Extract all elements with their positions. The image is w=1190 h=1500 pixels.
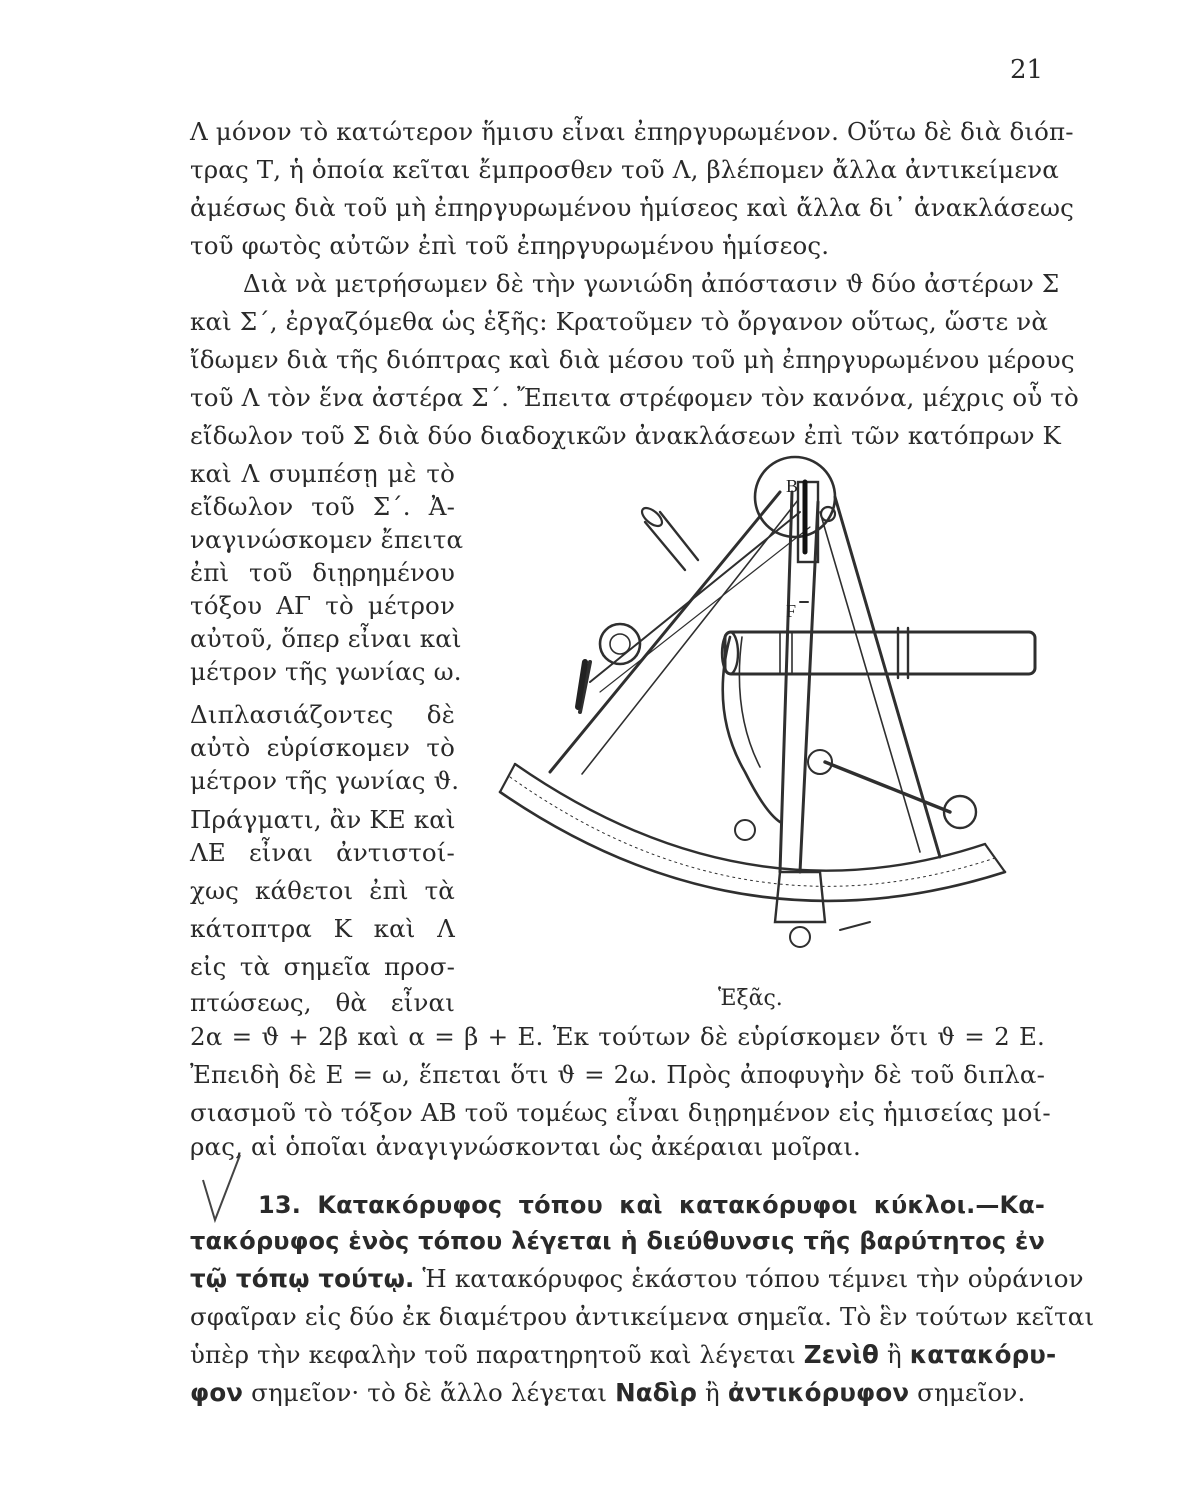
text-run: Ἡ κατακόρυφος ἑκάστου τόπου τέμνει τὴν οὐράνιον [414, 1264, 1084, 1293]
text-line: ἴδωμεν διὰ τῆς διόπτρας καὶ διὰ μέσου τοῦ μὴ ἐπηργυρωμένου μέρους [190, 345, 1075, 374]
term-nadir: Ναδὶρ [615, 1378, 698, 1407]
section-heading-cont: τακόρυφος ἑνὸς τόπου λέγεται ἡ διεύθυνσις τῆς βαρύτητος ἐν [190, 1227, 1045, 1255]
shade-tube [645, 512, 698, 570]
text-line: Διπλασιάζοντες δὲ [190, 700, 455, 729]
text-line: κάτοπτρα Κ καὶ Λ [190, 914, 455, 943]
text-run: σημεῖον. [909, 1378, 1026, 1407]
figure-label-f: F [786, 601, 797, 621]
text-line: καὶ Σ΄, ἐργαζόμεθα ὡς ἑξῆς: Κρατοῦμεν τὸ ὄργανον οὕτως, ὥστε νὰ [190, 307, 1049, 336]
text-line: Λ μόνον τὸ κατώτερον ἥμισυ εἶναι ἐπηργυρωμένον. Οὕτω δὲ διὰ διόπ- [190, 117, 1074, 146]
text-line: Πράγματι, ἂν ΚΕ καὶ [190, 805, 456, 834]
page-number: 21 [1010, 55, 1044, 85]
frame-brace [590, 512, 800, 682]
index-mirror [755, 457, 835, 537]
text-line [190, 1340, 1057, 1370]
arc-left-end [500, 764, 515, 792]
vernier-clamp [775, 872, 825, 922]
text-line: 2α = ϑ + 2β καὶ α = β + Ε. Ἐκ τούτων δὲ εὑρίσκομεν ὅτι ϑ = 2 Ε. [190, 1022, 1045, 1051]
term-zenith-alt-cont: φον [190, 1378, 244, 1407]
text-line: καὶ Λ συμπέσῃ μὲ τὸ [190, 459, 455, 488]
text-line: χως κάθετοι ἐπὶ τὰ [190, 876, 455, 905]
term-zenith: Ζενὶθ [803, 1340, 880, 1369]
text-line: Διὰ νὰ μετρήσωμεν δὲ τὴν γωνιώδη ἀπόστασιν ϑ δύο ἀστέρων Σ [243, 269, 1060, 298]
text-line: τόξου ΑΓ τὸ μέτρον [190, 591, 455, 620]
handle [723, 637, 780, 822]
arc-outer-edge [500, 792, 1005, 901]
check-mark [195, 1150, 245, 1225]
text-line: ἀμέσως διὰ τοῦ μὴ ἐπηργυρωμένου ἡμίσεος καὶ ἄλλα δι᾽ ἀνακλάσεως [190, 193, 1075, 222]
text-line: σιασμοῦ τὸ τόξον ΑΒ τοῦ τομέως εἶναι διῃρημένον εἰς ἡμισείας μοί- [190, 1098, 1051, 1127]
figure-caption: Ἑξᾶς. [718, 986, 783, 1011]
text-line: σφαῖραν εἰς δύο ἐκ διαμέτρου ἀντικείμενα σημεῖα. Τὸ ἓν τούτων κεῖται [190, 1302, 1095, 1331]
text-line: εἴδωλον τοῦ Σ΄. Ἀ- [190, 492, 455, 521]
tangent-screw [825, 762, 950, 812]
term-zenith-alt: κατακόρυ- [909, 1340, 1057, 1369]
text-line: μέτρον τῆς γωνίας ω. [190, 657, 462, 686]
text-line: τοῦ φωτὸς αὐτῶν ἐπὶ τοῦ ἐπηργυρωμένου ἡμίσεος. [190, 231, 830, 260]
definition-term: τῷ τόπῳ τούτῳ. [190, 1264, 415, 1293]
text-line: τρας Τ, ἡ ὁποία κεῖται ἔμπροσθεν τοῦ Λ, βλέπομεν ἄλλα ἀντικείμενα [190, 155, 1059, 184]
text-line: ΛΕ εἶναι ἀντιστοί- [190, 838, 455, 867]
text-run: σημεῖον· τὸ δὲ ἄλλο λέγεται [243, 1378, 616, 1407]
text-run: ὑπὲρ τὴν κεφαλὴν τοῦ παρατηρητοῦ καὶ λέγεται [190, 1340, 804, 1369]
text-line: ρας, αἱ ὁποῖαι ἀναγιγνώσκονται ὡς ἀκέραιαι μοῖραι. [190, 1132, 861, 1161]
text-line: αὐτὸ εὑρίσκομεν τὸ [190, 733, 455, 762]
text-line [190, 1378, 1045, 1408]
text-run: ἢ [879, 1340, 910, 1369]
text-line: ἐπὶ τοῦ διῃρημένου [190, 558, 455, 587]
text-line: Ἐπειδὴ δὲ Ε = ω, ἕπεται ὅτι ϑ = 2ω. Πρὸς ἀποφυγὴν δὲ τοῦ διπλα- [190, 1060, 1045, 1089]
text-line [190, 1264, 1084, 1294]
text-line: αὐτοῦ, ὅπερ εἶναι καὶ [190, 624, 462, 653]
text-line: ναγινώσκομεν ἔπειτα [190, 525, 464, 554]
text-line: τοῦ Λ τὸν ἕνα ἀστέρα Σ΄. Ἔπειτα στρέφομεν τὸν κανόνα, μέχρις οὗ τὸ [190, 383, 1079, 412]
term-nadir-alt: ἀντικόρυφον [727, 1378, 910, 1407]
text-line: εἰς τὰ σημεῖα προσ- [190, 952, 455, 981]
sextant-figure [480, 452, 1065, 972]
text-run: ἢ [697, 1378, 728, 1407]
text-line: μέτρον τῆς γωνίας ϑ. [190, 766, 460, 795]
figure-label-b: B [786, 476, 799, 496]
text-line: πτώσεως, θὰ εἶναι [190, 988, 455, 1017]
section-heading: 13. Κατακόρυφος τόπου καὶ κατακόρυφοι κύκλοι.—Κα- [258, 1191, 1045, 1219]
text-line: εἴδωλον τοῦ Σ διὰ δύο διαδοχικῶν ἀνακλάσεων ἐπὶ τῶν κατόπρων Κ [190, 421, 1062, 450]
